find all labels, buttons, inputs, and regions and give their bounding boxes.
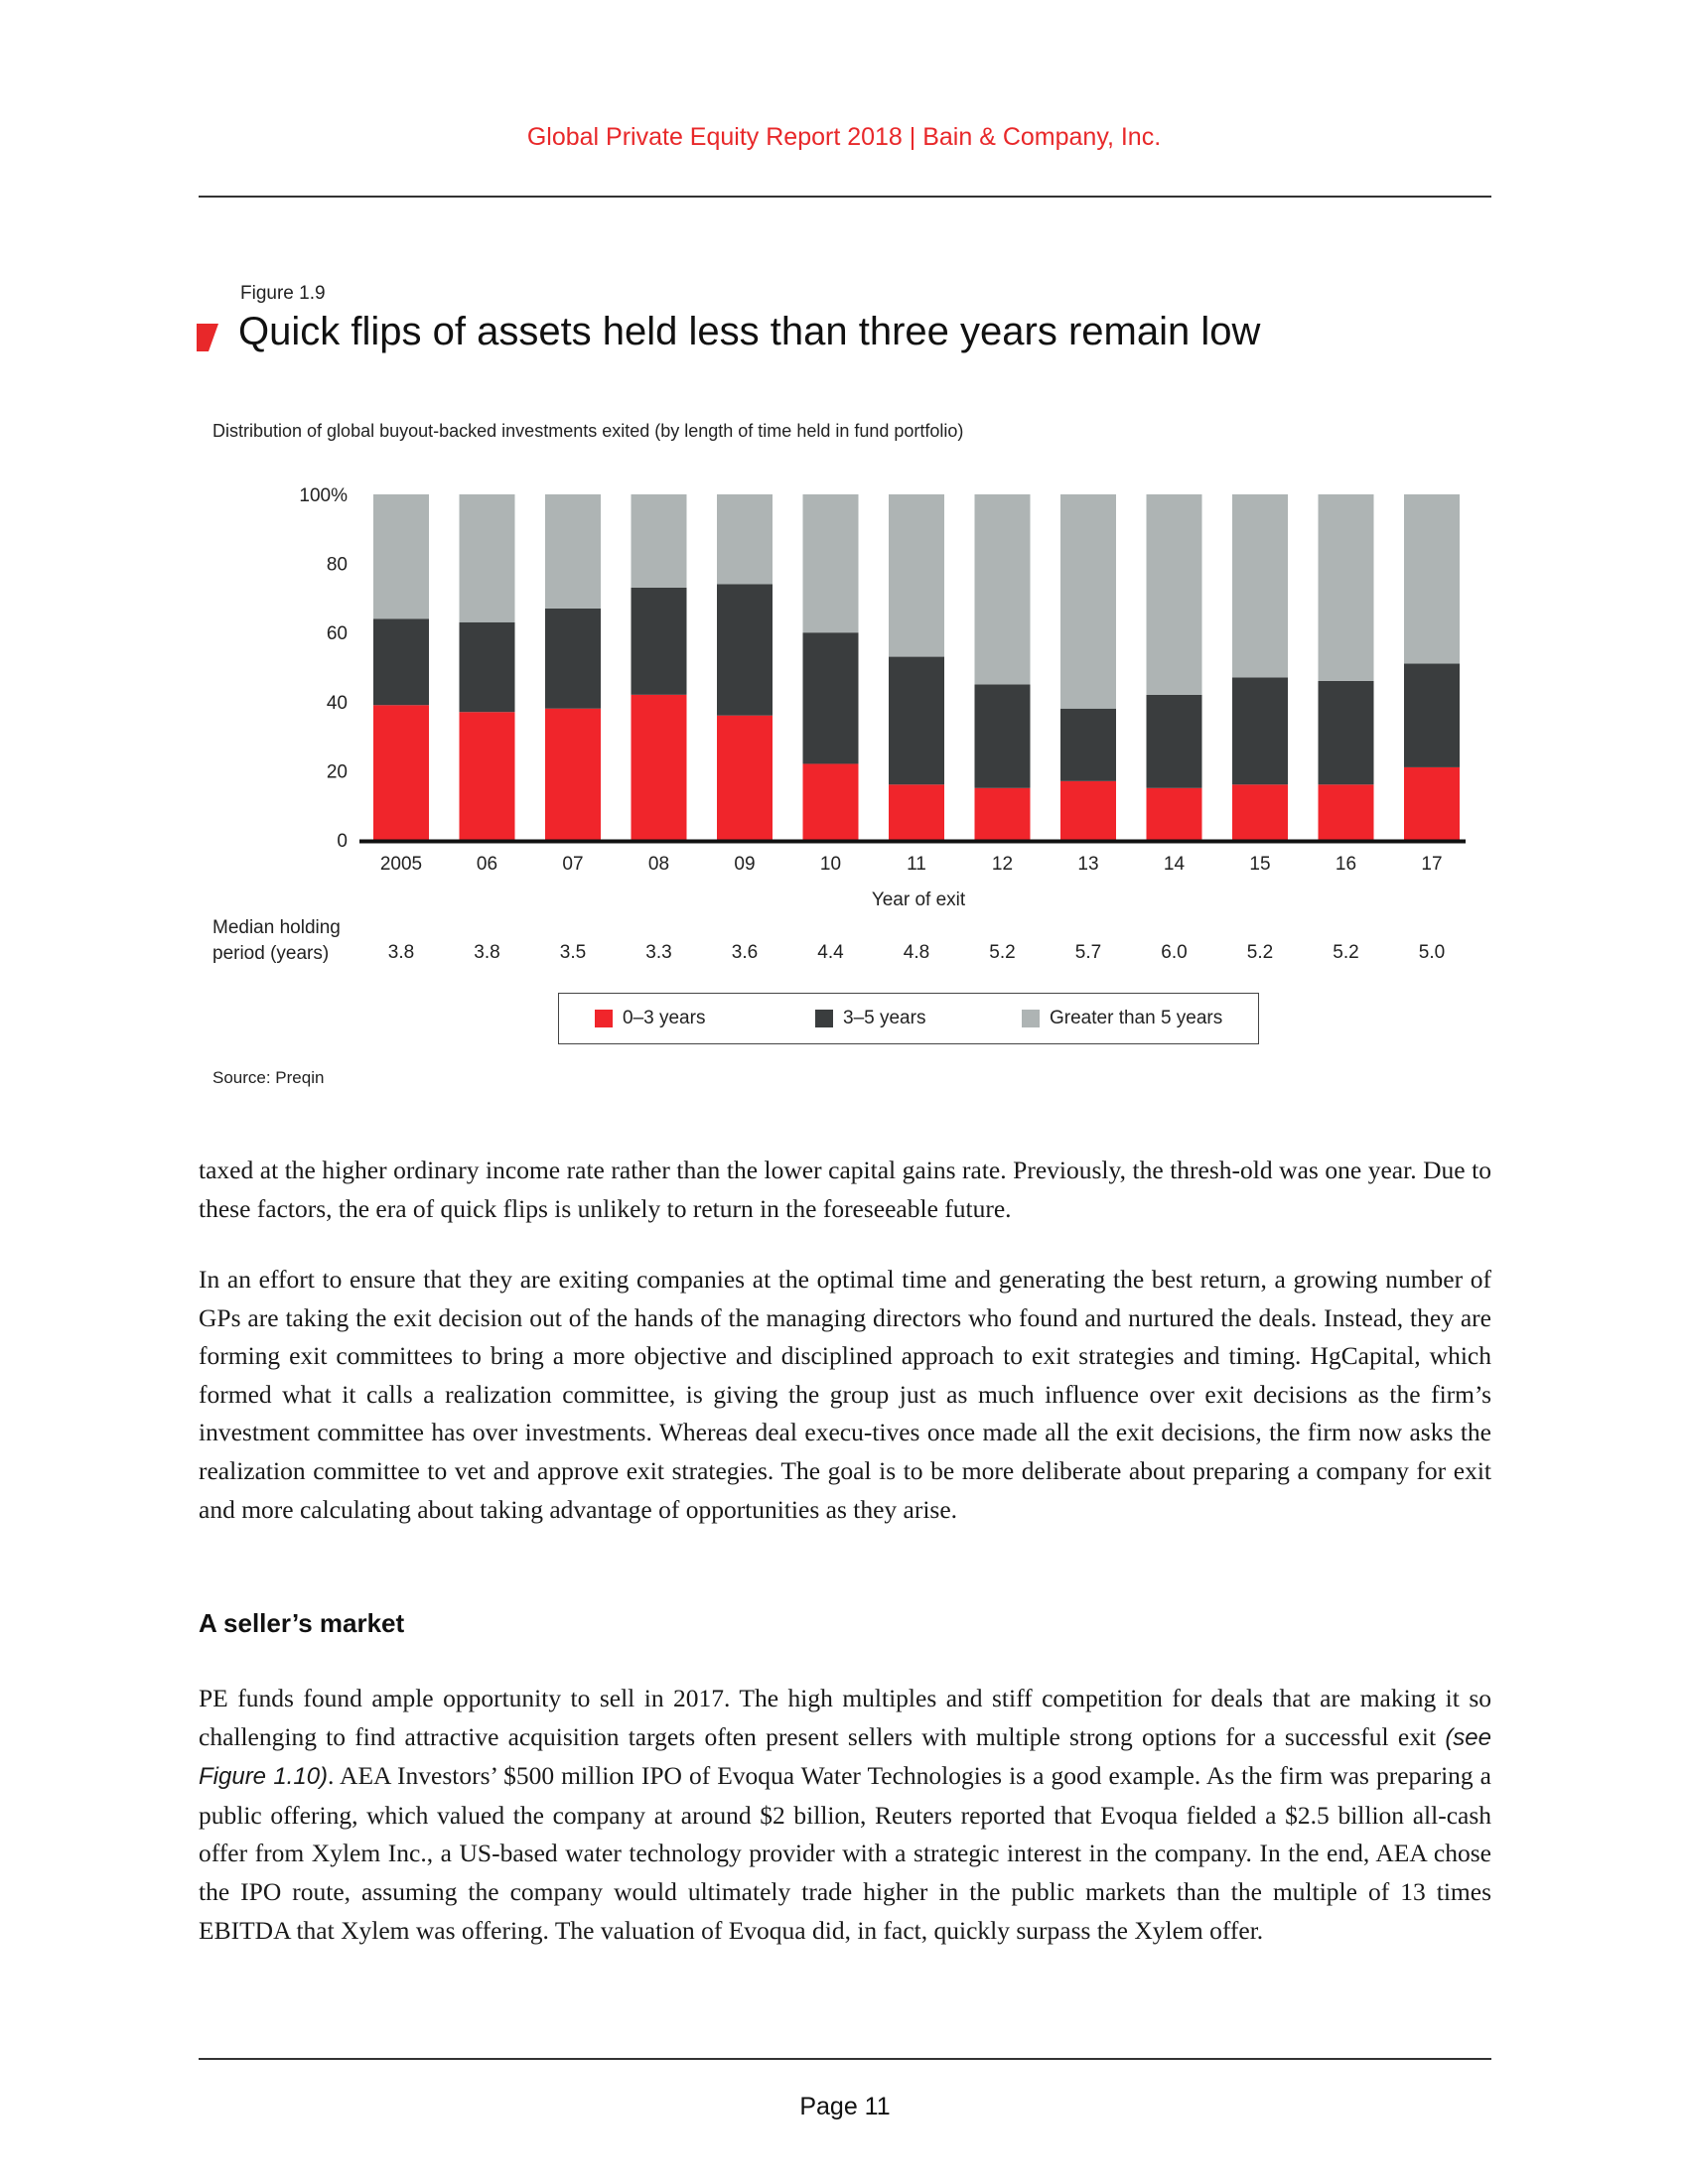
bar-0-3-years-08 — [632, 695, 687, 840]
median-value: 3.6 — [731, 942, 759, 963]
y-tick-label: 40 — [326, 692, 348, 714]
x-axis-label: Year of exit — [871, 889, 966, 910]
bar-greater-than-5-years-17 — [1404, 494, 1460, 664]
x-tick-label: 2005 — [379, 854, 423, 875]
bar-greater-than-5-years-08 — [632, 494, 687, 588]
bar-3-5-years-2005 — [373, 618, 429, 705]
bar-0-3-years-12 — [975, 788, 1031, 840]
legend-item-greater-than-5-years — [1022, 1008, 1222, 1029]
body-paragraph-2: In an effort to ensure that they are exiting companies at the optimal time and generating the best return, a growing number of GPs are taking the exit decision out of the hands of the managing directors who found and nurtured the deals. Instead, they are forming exit committees to bring a more objective and disciplined approach to exit strategies and timing. HgCapital, which formed what it calls a realization committee, is giving the group just as much influence over exit decisions as the firm’s investment committee has over investments. Whereas deal execu-tives once made all the exit decisions, the firm now asks the realization committee to vet and approve exit strategies. The goal is to be more deliberate about preparing a company for exit and more calculating about taking advantage of opportunities as they arise. — [199, 1265, 1491, 1524]
y-tick-label: 20 — [326, 761, 348, 783]
chart-source: Source: Preqin — [212, 1068, 325, 1087]
bar-3-5-years-17 — [1404, 664, 1460, 767]
bar-3-5-years-06 — [460, 622, 515, 712]
bar-0-3-years-16 — [1319, 784, 1374, 840]
bar-0-3-years-2005 — [373, 705, 429, 840]
figure-reference-link: (see Figure 1.10) — [199, 1723, 1491, 1791]
legend-label-short: 0–3 years — [623, 1008, 706, 1028]
bar-greater-than-5-years-15 — [1232, 494, 1288, 677]
bar-greater-than-5-years-10 — [803, 494, 859, 632]
bar-greater-than-5-years-13 — [1060, 494, 1116, 709]
legend-item-3-5-years — [815, 1008, 925, 1029]
median-value: 5.7 — [1074, 942, 1102, 963]
median-label-line1: Median holding — [212, 917, 341, 938]
body-paragraph-3 — [199, 1680, 1491, 1950]
x-tick-label: 12 — [991, 854, 1014, 875]
bar-0-3-years-15 — [1232, 784, 1288, 840]
x-tick-label: 15 — [1249, 854, 1271, 875]
report-header: Global Private Equity Report 2018 | Bain & Company, Inc. — [526, 123, 1162, 151]
legend-swatch-mid — [815, 1010, 833, 1027]
legend-label-mid: 3–5 years — [843, 1008, 926, 1028]
bar-0-3-years-13 — [1060, 781, 1116, 840]
bar-3-5-years-10 — [803, 632, 859, 763]
page-number: Page 11 — [799, 2093, 891, 2120]
footer-rule — [199, 2058, 1491, 2060]
bar-greater-than-5-years-16 — [1319, 494, 1374, 681]
median-value: 3.5 — [559, 942, 587, 963]
para3-text-b: . AEA Investors’ $500 million IPO of Evoqua Water Technologies is a good example. As the firm was preparing a public offering, which valued the company at around $2 billion, Reuters reported that Evoqua fielded a $2.5 billion all-cash offer from Xylem Inc., a US-based water technology provider with a strategic interest in the company. In the end, AEA chose the IPO route, assuming the company would ultimately trade higher in the public markets than the multiple of 13 times EBITDA that Xylem was offering. The valuation of Evoqua did, in fact, quickly surpass the Xylem offer. — [199, 1761, 1491, 1945]
bar-0-3-years-06 — [460, 712, 515, 840]
bar-0-3-years-07 — [545, 709, 601, 840]
bar-0-3-years-14 — [1147, 788, 1202, 840]
median-value: 4.8 — [903, 942, 930, 963]
legend-item-0-3-years — [595, 1008, 705, 1029]
median-holding-label — [212, 915, 341, 967]
median-value: 5.2 — [989, 942, 1016, 963]
figure-title: Quick flips of assets held less than three years remain low — [238, 310, 1261, 353]
bar-greater-than-5-years-11 — [889, 494, 944, 657]
bar-3-5-years-07 — [545, 609, 601, 709]
bar-0-3-years-09 — [717, 716, 773, 840]
bar-greater-than-5-years-14 — [1147, 494, 1202, 695]
bar-3-5-years-08 — [632, 588, 687, 695]
bar-3-5-years-13 — [1060, 709, 1116, 781]
median-value: 3.8 — [474, 942, 500, 963]
bar-0-3-years-10 — [803, 763, 859, 840]
chart-subtitle: Distribution of global buyout-backed investments exited (by length of time held in fund portfolio) — [212, 421, 964, 441]
bar-3-5-years-15 — [1232, 677, 1288, 784]
para3-text-a: PE funds found ample opportunity to sell in 2017. The high multiples and stiff competition for deals that are making it so challenging to find attractive acquisition targets often present sellers with multiple strong options for a successful exit — [199, 1684, 1491, 1751]
section-heading: A seller’s market — [199, 1608, 405, 1638]
x-tick-label: 16 — [1335, 854, 1357, 875]
figure-number: Figure 1.9 — [240, 283, 326, 304]
bar-0-3-years-11 — [889, 784, 944, 840]
x-tick-label: 09 — [734, 854, 756, 875]
y-tick-label: 80 — [326, 554, 348, 576]
bar-greater-than-5-years-2005 — [373, 494, 429, 618]
bar-greater-than-5-years-07 — [545, 494, 601, 609]
bar-0-3-years-17 — [1404, 767, 1460, 840]
x-tick-label: 10 — [819, 854, 842, 875]
x-tick-label: 06 — [476, 854, 498, 875]
x-tick-label: 14 — [1163, 854, 1186, 875]
bar-greater-than-5-years-09 — [717, 494, 773, 584]
y-tick-label: 60 — [326, 623, 348, 645]
legend-swatch-short — [595, 1010, 613, 1027]
bar-greater-than-5-years-06 — [460, 494, 515, 622]
stacked-bar-chart — [0, 0, 1688, 973]
median-value: 3.3 — [645, 942, 672, 963]
median-value: 6.0 — [1161, 942, 1188, 963]
median-value: 4.4 — [817, 942, 844, 963]
median-value: 5.2 — [1333, 942, 1359, 963]
y-tick-label: 100% — [299, 485, 348, 506]
bar-3-5-years-16 — [1319, 681, 1374, 784]
body-paragraph-1: taxed at the higher ordinary income rate rather than the lower capital gains rate. Previously, the thresh-old was one year. Due to these factors, the era of quick flips is unlikely to return in the foreseeable future. — [199, 1156, 1491, 1223]
median-value: 3.8 — [387, 942, 415, 963]
x-tick-label: 11 — [907, 854, 926, 875]
chart-legend — [558, 993, 1259, 1044]
legend-label-long: Greater than 5 years — [1050, 1008, 1223, 1028]
x-tick-label: 07 — [562, 854, 584, 875]
median-value: 5.0 — [1418, 942, 1446, 963]
bar-3-5-years-14 — [1147, 695, 1202, 788]
bar-3-5-years-11 — [889, 657, 944, 785]
legend-swatch-long — [1022, 1010, 1040, 1027]
median-label-line2: period (years) — [212, 943, 330, 964]
bar-greater-than-5-years-12 — [975, 494, 1031, 684]
bar-3-5-years-09 — [717, 584, 773, 715]
bar-3-5-years-12 — [975, 684, 1031, 787]
x-tick-label: 08 — [647, 854, 670, 875]
x-tick-label: 17 — [1421, 854, 1443, 875]
median-value: 5.2 — [1246, 942, 1274, 963]
x-tick-label: 13 — [1077, 854, 1099, 875]
y-tick-label: 0 — [337, 831, 348, 852]
